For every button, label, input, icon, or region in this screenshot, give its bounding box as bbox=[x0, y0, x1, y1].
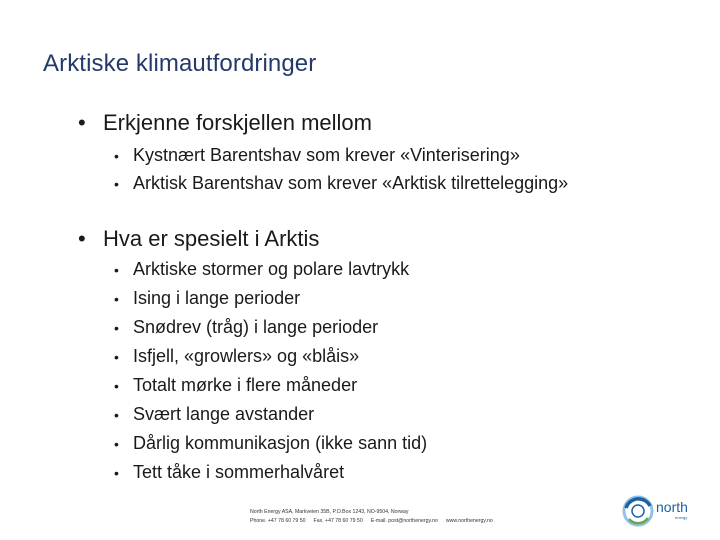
footer-contact bbox=[250, 517, 501, 526]
bullet-icon: • bbox=[114, 262, 119, 278]
footer-phone: Phone. +47 78 60 79 50 bbox=[250, 518, 306, 524]
bullet-icon: • bbox=[114, 465, 119, 481]
logo-wordmark: north bbox=[656, 499, 688, 515]
bullet-icon: • bbox=[114, 378, 119, 394]
footer-web[interactable]: www.northenergy.no bbox=[445, 518, 493, 524]
footer bbox=[250, 508, 501, 526]
bullet-icon: • bbox=[114, 407, 119, 423]
bullet-icon: • bbox=[114, 291, 119, 307]
slide-title: Arktiske klimautfordringer bbox=[43, 50, 317, 77]
bullet-icon: • bbox=[78, 226, 86, 251]
bullet-icon: • bbox=[114, 320, 119, 336]
bullet-icon: • bbox=[114, 349, 119, 365]
bullet-icon: • bbox=[114, 176, 119, 192]
slide: Arktiske klimautfordringer • Erkjenne forskjellen mellom • Kystnært Barentshav som krever «Vinterisering» • Arktisk Barentshav som krever «Arktisk tilrettelegging» • Hva er spesielt i Arktis • Arktiske stormer og polare lavtrykk • Ising i lange perioder • Snødrev (tråg) i lange perioder • Isfjell, «growlers» og «blåis» • Totalt mørke i flere måneder • Svært lange avstander • Dårlig kommunikasjon (ikke sann tid) • Tett tåke i sommerhalvåret North Energy ASA, Markveien 35B, P.O.Box 1243, NO-9504, Norway Phone. +47 78 60 79 50 Fax. +47 78 60 79 50 E-mail. post@northenergy.no www.northenergy.no north energy bbox=[0, 0, 720, 540]
bullet-icon: • bbox=[114, 148, 119, 164]
footer-email: E-mail. post@northenergy.no bbox=[370, 518, 438, 524]
footer-address: North Energy ASA, Markveien 35B, P.O.Box 1243, NO-9504, Norway bbox=[250, 509, 409, 515]
logo-subtext: energy bbox=[675, 515, 688, 520]
footer-fax: Fax. +47 78 60 79 50 bbox=[313, 518, 363, 524]
bullet-icon: • bbox=[114, 436, 119, 452]
bullet-icon: • bbox=[78, 110, 86, 135]
